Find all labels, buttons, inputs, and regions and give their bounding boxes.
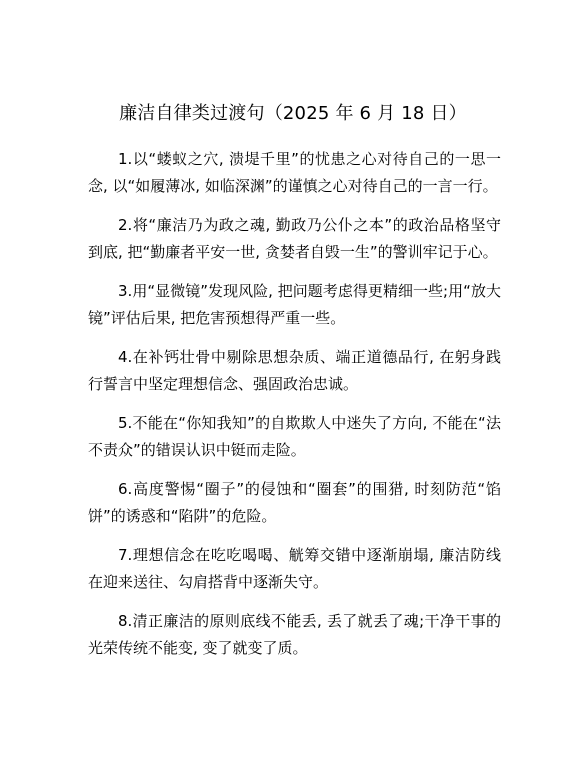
paragraph-6: 6.高度警惕“圈子”的侵蚀和“圈套”的围猎, 时刻防范“馅饼”的诱惑和“陷阱”的危险。 <box>88 480 501 525</box>
paragraph-1: 1.以“蝼蚁之穴, 溃堤千里”的忧患之心对待自己的一思一念, 以“如履薄冰, 如临深渊”的谨慎之心对待自己的一言一行。 <box>88 150 501 195</box>
paragraph-3: 3.用“显微镜”发现风险, 把问题考虑得更精细一些;用“放大镜”评估后果, 把危害预想得严重一些。 <box>88 282 501 327</box>
document-body <box>88 146 501 674</box>
document-title: 廉洁自律类过渡句（2025 年 6 月 18 日） <box>119 103 467 124</box>
paragraph-2: 2.将“廉洁乃为政之魂, 勤政乃公仆之本”的政治品格坚守到底, 把“勤廉者平安一世, 贪婪者自毁一生”的警训牢记于心。 <box>88 216 501 261</box>
paragraph-5: 5.不能在“你知我知”的自欺欺人中迷失了方向, 不能在“法不责众”的错误认识中铤而走险。 <box>88 414 501 459</box>
paragraph-4: 4.在补钙壮骨中剔除思想杂质、端正道德品行, 在躬身践行誓言中坚定理想信念、强固政治忠诚。 <box>88 348 501 393</box>
paragraph-7: 7.理想信念在吃吃喝喝、觥筹交错中逐渐崩塌, 廉洁防线在迎来送往、勾肩搭背中逐渐失守。 <box>88 546 501 591</box>
paragraph-8: 8.清正廉洁的原则底线不能丢, 丢了就丢了魂;干净干事的光荣传统不能变, 变了就变了质。 <box>88 612 501 657</box>
